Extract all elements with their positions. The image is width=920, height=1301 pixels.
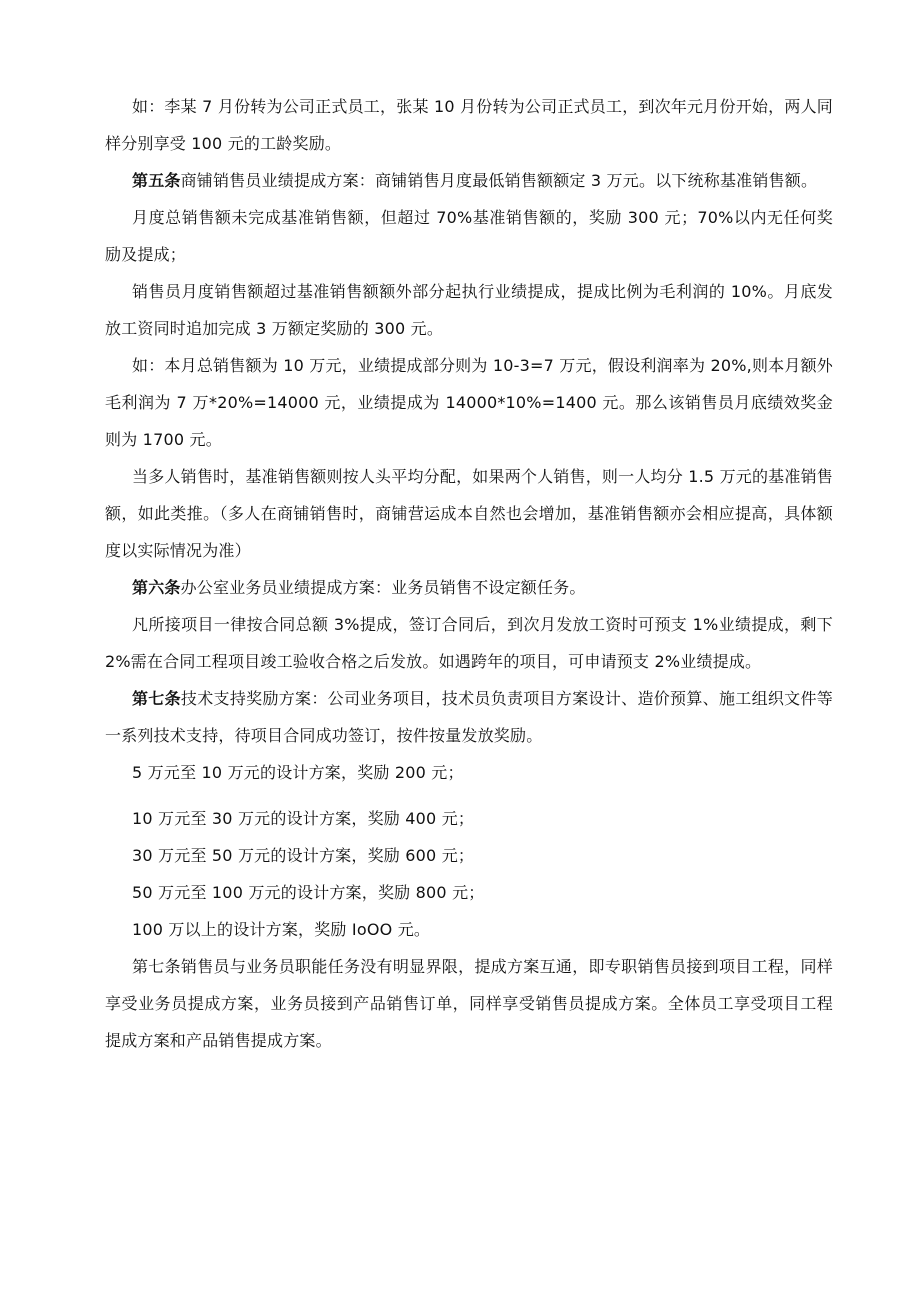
paragraph-reward-tier-5 [105, 911, 833, 948]
paragraph-text: 办公室业务员业绩提成方案：业务员销售不设定额任务。 [180, 578, 586, 597]
paragraph-contract-commission [105, 606, 833, 680]
paragraph-text: 当多人销售时，基准销售额则按人头平均分配，如果两个人销售，则一人均分 1.5 万元的基准销售额，如此类推。（多人在商铺销售时，商铺营运成本自然也会增加，基准销售额亦会相应提高，具体额度以实际情况为准） [105, 467, 833, 560]
paragraph-threshold [105, 199, 833, 273]
paragraph-text: 如：本月总销售额为 10 万元，业绩提成部分则为 10-3=7 万元，假设利润率为 20%,则本月额外毛利润为 7 万*20%=14000 元，业绩提成为 14000*10%=1400 元。那么该销售员月底绩效奖金则为 1700 元。 [105, 356, 833, 449]
paragraph-multi-person [105, 458, 833, 569]
paragraph-text: 100 万以上的设计方案，奖励 IoOO 元。 [132, 920, 431, 939]
article-number: 第七条 [132, 689, 181, 708]
paragraph-text: 商铺销售员业绩提成方案：商铺销售月度最低销售额额定 3 万元。以下统称基准销售额。 [180, 171, 818, 190]
paragraph-text: 如：李某 7 月份转为公司正式员工，张某 10 月份转为公司正式员工，到次年元月份开始，两人同样分别享受 100 元的工龄奖励。 [105, 97, 833, 153]
paragraph-reward-tier-2 [105, 800, 833, 837]
paragraph-text: 销售员月度销售额超过基准销售额额外部分起执行业绩提成，提成比例为毛利润的 10%。月底发放工资同时追加完成 3 万额定奖励的 300 元。 [105, 282, 833, 338]
paragraph-example-seniority [105, 88, 833, 162]
paragraph-text: 技术支持奖励方案：公司业务项目，技术员负责项目方案设计、造价预算、施工组织文件等一系列技术支持，待项目合同成功签订，按件按量发放奖励。 [105, 689, 833, 745]
paragraph-text: 凡所接项目一律按合同总额 3%提成，签订合同后，到次月发放工资时可预支 1%业绩提成，剩下 2%需在合同工程项目竣工验收合格之后发放。如遇跨年的项目，可申请预支 2%业绩提成。 [105, 615, 833, 671]
paragraph-text: 50 万元至 100 万元的设计方案，奖励 800 元； [132, 883, 485, 902]
paragraph-text: 月度总销售额未完成基准销售额，但超过 70%基准销售额的，奖励 300 元；70%以内无任何奖励及提成； [105, 208, 833, 264]
article-number: 第六条 [132, 578, 181, 597]
paragraph-text: 30 万元至 50 万元的设计方案，奖励 600 元； [132, 846, 475, 865]
paragraph-article-7 [105, 680, 833, 754]
paragraph-article-6 [105, 569, 833, 606]
paragraph-text: 10 万元至 30 万元的设计方案，奖励 400 元； [132, 809, 475, 828]
document-body [105, 88, 833, 1059]
paragraph-reward-tier-3 [105, 837, 833, 874]
paragraph-article-7-duplicate [105, 948, 833, 1059]
paragraph-example-commission [105, 347, 833, 458]
paragraph-article-5 [105, 162, 833, 199]
paragraph-reward-tier-4 [105, 874, 833, 911]
paragraph-commission-rate [105, 273, 833, 347]
article-number: 第五条 [132, 171, 181, 190]
paragraph-text: 5 万元至 10 万元的设计方案，奖励 200 元； [132, 763, 464, 782]
paragraph-reward-tier-1 [105, 754, 833, 791]
paragraph-text: 第七条销售员与业务员职能任务没有明显界限，提成方案互通，即专职销售员接到项目工程，同样享受业务员提成方案，业务员接到产品销售订单，同样享受销售员提成方案。全体员工享受项目工程提成方案和产品销售提成方案。 [105, 957, 833, 1050]
